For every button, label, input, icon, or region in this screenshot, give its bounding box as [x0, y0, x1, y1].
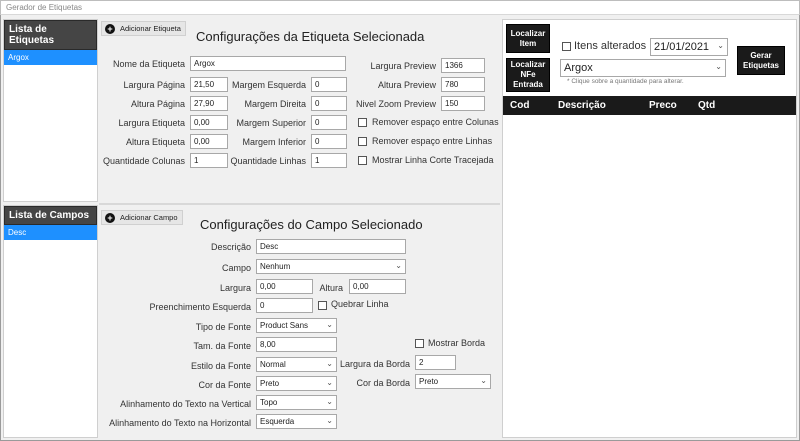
- quantidade-colunas-label: Quantidade Colunas: [102, 156, 185, 166]
- mostrar-borda-label: Mostrar Borda: [428, 338, 486, 348]
- preenchimento-field[interactable]: 0: [256, 298, 313, 313]
- col-descricao[interactable]: Descrição: [558, 100, 606, 111]
- fields-list-item[interactable]: Desc: [4, 225, 97, 240]
- nivel-zoom-field[interactable]: 150: [441, 96, 485, 111]
- plus-circle-icon: +: [105, 213, 115, 223]
- chevron-down-icon: ⌄: [326, 378, 333, 387]
- descricao-field[interactable]: Desc: [256, 239, 406, 254]
- margem-inferior-field[interactable]: 0: [311, 134, 347, 149]
- cor-borda-dropdown[interactable]: Preto ⌄: [415, 374, 491, 389]
- largura-borda-field[interactable]: 2: [415, 355, 456, 370]
- quebrar-linha-checkbox[interactable]: [318, 301, 327, 310]
- altura-preview-field[interactable]: 780: [441, 77, 485, 92]
- chevron-down-icon: ⌄: [395, 261, 402, 270]
- alinhamento-vertical-label: Alinhamento do Texto na Vertical: [120, 399, 251, 409]
- margem-direita-field[interactable]: 0: [311, 96, 347, 111]
- margem-inferior-label: Margem Inferior: [242, 137, 306, 147]
- col-preco[interactable]: Preco: [649, 100, 677, 111]
- largura-label: Largura: [219, 283, 251, 293]
- margem-esquerda-field[interactable]: 0: [311, 77, 347, 92]
- largura-preview-label: Largura Preview: [370, 61, 436, 71]
- largura-field[interactable]: 0,00: [256, 279, 313, 294]
- chevron-down-icon: ⌄: [326, 359, 333, 368]
- localizar-item-button[interactable]: Localizar Item: [506, 24, 550, 53]
- section-divider: [99, 203, 500, 205]
- estilo-fonte-label: Estilo da Fonte: [190, 361, 251, 371]
- largura-etiqueta-label: Largura Etiqueta: [118, 118, 185, 128]
- fields-list-header: Lista de Campos: [4, 206, 97, 225]
- labels-list-header: Lista de Etiquetas: [4, 20, 97, 50]
- altura-pagina-label: Altura Página: [130, 99, 185, 109]
- mostrar-linha-corte-label: Mostrar Linha Corte Tracejada: [372, 155, 494, 165]
- tipo-fonte-label: Tipo de Fonte: [195, 322, 251, 332]
- gerar-etiquetas-button[interactable]: Gerar Etiquetas: [737, 46, 785, 75]
- tam-fonte-field[interactable]: 8,00: [256, 337, 337, 352]
- altura-etiqueta-field[interactable]: 0,00: [190, 134, 228, 149]
- quantidade-colunas-field[interactable]: 1: [190, 153, 228, 168]
- nome-field[interactable]: Argox: [190, 56, 346, 71]
- chevron-down-icon: ⌄: [480, 376, 487, 385]
- mostrar-linha-corte-checkbox[interactable]: [358, 156, 367, 165]
- alinhamento-horizontal-dropdown[interactable]: Esquerda ⌄: [256, 414, 337, 429]
- altura-pagina-field[interactable]: 27,90: [190, 96, 228, 111]
- chevron-down-icon: ⌄: [717, 41, 724, 50]
- date-picker[interactable]: 21/01/2021 ⌄: [650, 38, 728, 56]
- tam-fonte-label: Tam. da Fonte: [193, 341, 251, 351]
- quantidade-linhas-field[interactable]: 1: [311, 153, 347, 168]
- largura-pagina-field[interactable]: 21,50: [190, 77, 228, 92]
- descricao-label: Descrição: [210, 242, 251, 252]
- nivel-zoom-label: Nivel Zoom Preview: [355, 99, 436, 109]
- label-config-title: Configurações da Etiqueta Selecionada: [196, 29, 425, 44]
- tipo-fonte-dropdown[interactable]: Product Sans ⌄: [256, 318, 337, 333]
- col-qtd[interactable]: Qtd: [698, 100, 716, 111]
- quantidade-linhas-label: Quantidade Linhas: [230, 156, 306, 166]
- add-field-button[interactable]: + Adicionar Campo: [101, 210, 183, 225]
- chevron-down-icon: ⌄: [326, 397, 333, 406]
- campo-label: Campo: [221, 263, 251, 273]
- window-title: Gerador de Etiquetas: [6, 3, 83, 12]
- cor-borda-label: Cor da Borda: [356, 378, 410, 388]
- labels-list-panel: [3, 19, 98, 202]
- altura-preview-label: Altura Preview: [377, 80, 436, 90]
- cor-fonte-label: Cor da Fonte: [198, 380, 251, 390]
- altura-etiqueta-label: Altura Etiqueta: [125, 137, 185, 147]
- labels-list-item[interactable]: Argox: [4, 50, 97, 65]
- quebrar-linha-label: Quebrar Linha: [331, 299, 389, 309]
- remover-colunas-checkbox[interactable]: [358, 118, 367, 127]
- largura-preview-field[interactable]: 1366: [441, 58, 485, 73]
- margem-direita-label: Margem Direita: [244, 99, 306, 109]
- chevron-down-icon: ⌄: [326, 416, 333, 425]
- estilo-fonte-dropdown[interactable]: Normal ⌄: [256, 357, 337, 372]
- col-cod[interactable]: Cod: [510, 100, 530, 111]
- localizar-nfe-button[interactable]: Localizar NFe Entrada: [506, 58, 550, 92]
- cor-fonte-dropdown[interactable]: Preto ⌄: [256, 376, 337, 391]
- hint-text: * Clique sobre a quantidade para alterar.: [567, 78, 684, 85]
- items-grid-body[interactable]: [503, 115, 796, 437]
- altura-label: Altura: [319, 283, 343, 293]
- remover-colunas-label: Remover espaço entre Colunas: [372, 117, 499, 127]
- chevron-down-icon: ⌄: [715, 62, 722, 71]
- altura-field[interactable]: 0,00: [349, 279, 406, 294]
- etiqueta-select[interactable]: Argox ⌄: [560, 59, 726, 77]
- nome-label: Nome da Etiqueta: [112, 59, 185, 69]
- plus-circle-icon: +: [105, 24, 115, 34]
- largura-etiqueta-field[interactable]: 0,00: [190, 115, 228, 130]
- items-grid-header: [503, 96, 796, 115]
- chevron-down-icon: ⌄: [326, 320, 333, 329]
- mostrar-borda-checkbox[interactable]: [415, 339, 424, 348]
- remover-linhas-checkbox[interactable]: [358, 137, 367, 146]
- field-config-title: Configurações do Campo Selecionado: [200, 217, 423, 232]
- remover-linhas-label: Remover espaço entre Linhas: [372, 136, 493, 146]
- title-bar: [0, 0, 800, 15]
- largura-borda-label: Largura da Borda: [340, 359, 411, 369]
- margem-superior-field[interactable]: 0: [311, 115, 347, 130]
- margem-esquerda-label: Margem Esquerda: [231, 80, 306, 90]
- alinhamento-horizontal-label: Alinhamento do Texto na Horizontal: [109, 418, 251, 428]
- preenchimento-label: Preenchimento Esquerda: [149, 302, 251, 312]
- itens-alterados-label: Itens alterados: [574, 40, 647, 52]
- itens-alterados-checkbox[interactable]: [562, 42, 571, 51]
- add-label-button[interactable]: + Adicionar Etiqueta: [101, 21, 186, 36]
- margem-superior-label: Margem Superior: [236, 118, 306, 128]
- campo-dropdown[interactable]: Nenhum ⌄: [256, 259, 406, 274]
- fields-list-panel: [3, 205, 98, 438]
- alinhamento-vertical-dropdown[interactable]: Topo ⌄: [256, 395, 337, 410]
- largura-pagina-label: Largura Página: [123, 80, 185, 90]
